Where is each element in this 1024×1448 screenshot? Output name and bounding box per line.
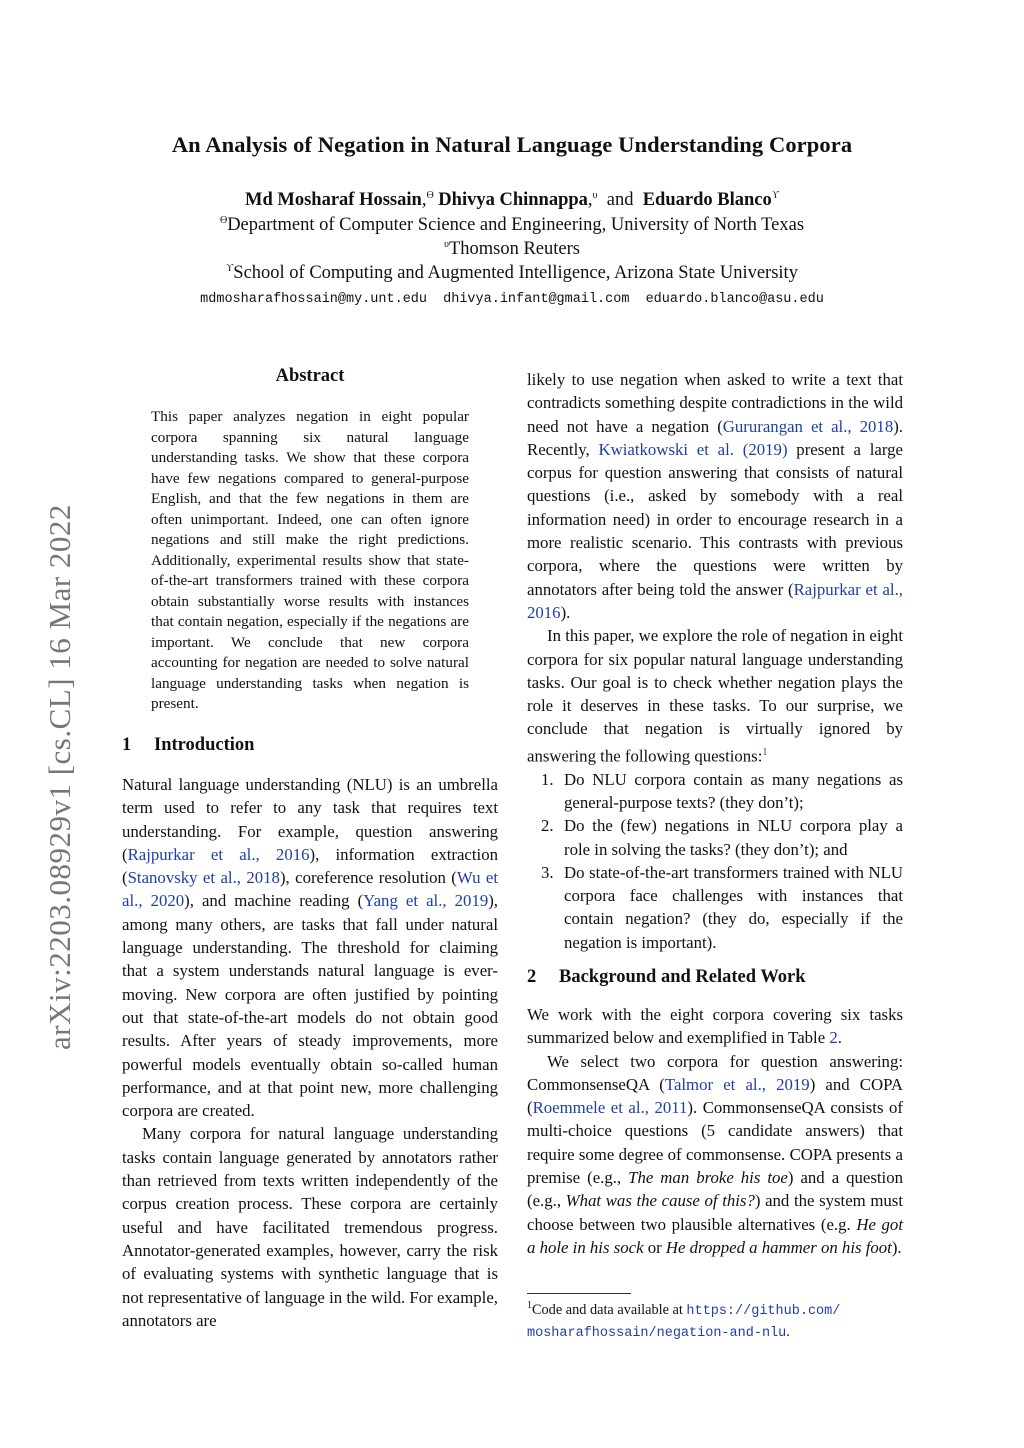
left-column [122,773,498,1332]
author-name: Eduardo Blanco [642,190,772,211]
right-column-section2 [527,1003,903,1259]
citation-link[interactable]: Yang et al., 2019 [363,891,489,911]
citation-link[interactable]: Kwiatkowski et al. (2019) [598,439,788,459]
affiliation: $^ϒ$School of Computing and Augmented Intelligence, Arizona State University [226,263,798,284]
list-item: 2. Do the (few) negations in NLU corpora play a role in solving the tasks? (they don’t); and [541,816,903,859]
author-name: Dhivya Chinnappa [438,190,588,211]
paragraph: likely to use negation when asked to write a text that contradicts something despite contradictions in the wild need not have a negation (Gururangan et al., 2018). Recently, Kwiatkowski et al. (2019) present a large corpus for question answering that consists of natural questions (i.e., asked by somebody with a real information need) in order to encourage research in a more realistic scenario. This contrasts with previous corpora, where the questions were written by annotators after being told the answer (Rajpurkar et al., 2016). [527,370,903,622]
citation-link[interactable]: Stanovsky et al., 2018 [127,868,280,888]
paragraph: We work with the eight corpora covering six tasks summarized below and exemplified in Table 2. [527,1005,903,1048]
citation-link[interactable]: Rajpurkar et al., 2016 [527,579,903,622]
footnote-ref[interactable]: 1 [762,746,768,758]
citation-link[interactable]: Talmor et al., 2019 [664,1074,810,1094]
paragraph: In this paper, we explore the role of negation in eight corpora for six popular natural language understanding tasks. Our goal is to check whether negation plays the role it deserves in these tasks. To our surprise, we conclude that negation is virtually ignored by answering the following questions:$^1$ [527,626,903,766]
table-ref-link[interactable]: 2 [829,1028,838,1048]
author-mark: ϴ [426,190,434,201]
author-conjunction: and [606,190,634,211]
paper-title: An Analysis of Negation in Natural Language Understanding Corpora [171,132,853,157]
footnote-divider [527,1293,631,1294]
list-item: 3. Do state-of-the-art transformers trained with NLU corpora face challenges with instances that contain negation? (they do, especially if the negation is important). [541,862,903,952]
paragraph: We select two corpora for question answering: CommonsenseQA (Talmor et al., 2019) and COPA (Roemmele et al., 2011). CommonsenseQA consists of multi-choice questions (5 candidate answers) that require some degree of commonsense. COPA presents a premise (e.g., The man broke his toe) and a question (e.g., What was the cause of this?) and the system must choose between two plausible alternatives (e.g. He got a hole in his sock or He dropped a hammer on his foot). [527,1051,904,1257]
author-name: Md Mosharaf Hossain [245,190,422,211]
citation-link[interactable]: Gururangan et al., 2018 [722,416,894,436]
author-mark: ϒ [771,190,779,201]
paragraph: Many corpora for natural language understanding tasks contain language generated by annotators rather than retrieved from texts written independently of the corpus creation process. These corpora are certainly useful and have facilitated tremendous progress. Annotator-generated examples, however, carry the risk of evaluating systems with synthetic language that is not representative of language in the wild. For example, annotators are [122,1124,498,1330]
affiliation: $^\upsilon$Thomson Reuters [444,239,580,260]
section-heading: 2 Background and Related Work [527,967,806,987]
paragraph: Natural language understanding (NLU) is an umbrella term used to refer to any task that requires text understanding. For example, question answering (Rajpurkar et al., 2016), information extraction (Stanovsky et al., 2018), coreference resolution (Wu et al., 2020), and machine reading (Yang et al., 2019), among many others, are tasks that fall under natural language understanding. The threshold for claiming that a system understands natural language is ever-moving. New corpora are often justified by pointing out that state-of-the-art models do not obtain good results. After years of steady improvements, more powerful models eventually obtain so-called human performance, and at that point new, more challenging corpora are created. [122,775,499,1121]
right-column [527,368,903,954]
email: eduardo.blanco@asu.edu [645,292,824,307]
code-url-link[interactable]: https://github.com/ mosharafhossain/negation-and-nlu [527,1303,841,1341]
section-heading: 1 Introduction [122,735,255,755]
question-list [527,768,903,954]
affiliation: $^ϴ$Department of Computer Science and Engineering, University of North Texas [219,215,805,236]
citation-link[interactable]: Wu et al., 2020 [122,868,498,911]
abstract-heading: Abstract [275,366,345,386]
citation-link[interactable]: Roemmele et al., 2011 [532,1098,688,1118]
email: mdmosharafhossain@my.unt.edu [200,292,428,307]
abstract-text: This paper analyzes negation in eight popular corpora spanning six natural language understanding tasks. We show that these corpora have few negations compared to general-purpose English, and that the few negations in them are often unimportant. Indeed, one can often ignore negations and still make the right predictions. Additionally, experimental results show that state-of-the-art transformers trained with these corpora obtain substantially worse results with instances that contain negation, especially if the negations are important. We conclude that new corpora accounting for negation are needed to solve natural language understanding tasks when negation is present. [151,408,469,712]
citation-link[interactable]: Rajpurkar et al., 2016 [127,844,310,864]
author-mark: υ [592,190,598,201]
email-line [0,292,1024,307]
author-line: Md Mosharaf Hossain,$^ϴ$ Dhivya Chinnappa,$^\upsilon$ and Eduardo Blanco$^ϒ$ [245,190,779,211]
list-item: 1. Do NLU corpora contain as many negations as general-purpose texts? (they don’t); [541,769,903,812]
footnote: $^1$Code and data available at https://github.com/ mosharafhossain/negation-and-nlu. [527,1300,841,1341]
arxiv-sidebar-stamp: arXiv:2203.08929v1 [cs.CL] 16 Mar 2022 [42,504,77,1050]
email: dhivya.infant@gmail.com [443,292,630,307]
